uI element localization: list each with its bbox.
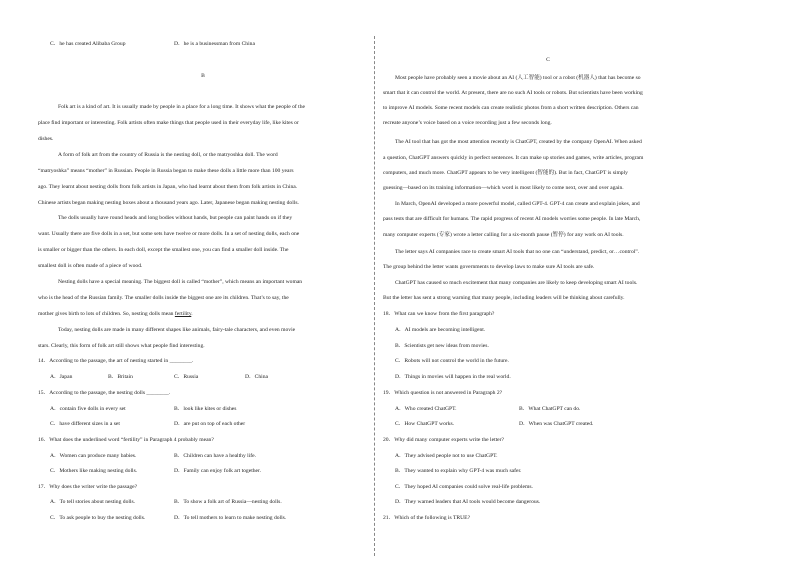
para-line: A form of folk art from the country of Russia is the nesting doll, or the matryoshka doll. The word — [58, 152, 278, 158]
question-14: 14．According to the passage, the art of nesting started in ________. — [38, 358, 194, 364]
para-line: dishes. — [38, 136, 54, 142]
para-line: Folk art is a kind of art. It is usually made by people in a place for a long time. It shows what the people of the — [58, 104, 305, 110]
q16-option[interactable]: A．Women can produce many babies. — [50, 453, 137, 459]
q18-option[interactable]: D．Things in movies will happen in the real world. — [395, 374, 511, 380]
para-line: Chinese artists began making nesting boxes about a thousand years ago. Later, Japanese began making nesting dolls. — [38, 200, 299, 206]
q16-option[interactable]: D．Family can enjoy folk art together. — [174, 468, 261, 474]
q20-option[interactable]: A．They advised people not to use ChatGPT. — [395, 453, 498, 459]
para-line: many computer experts (专家) wrote a letter calling for a six-month pause (暂停) for any work on AI tools. — [383, 232, 624, 238]
section-b-title: B — [201, 73, 205, 79]
question-16: 16．What does the underlined word “fertility” in Paragraph 4 probably mean? — [38, 437, 214, 443]
para-line: is smaller or bigger than the others. In each doll, except the smallest one, you can find a smaller doll inside. The — [38, 247, 289, 253]
para-line: smart that it can control the world. At present, there are no such AI tools or robots. But scientists have been working — [383, 90, 643, 96]
para-line: The dolls usually have round heads and long bodies without hands, but people can paint hands on if they — [58, 215, 293, 221]
q19-option[interactable]: B．What ChatGPT can do. — [519, 406, 581, 412]
para-line: But the letter has sent a strong warning that many people, including leaders will be thinking about carefully. — [383, 295, 625, 301]
question-19: 19．Which question is not answered in Paragraph 2? — [383, 390, 503, 396]
question-15: 15．According to the passage, the nesting dolls ________. — [38, 390, 171, 396]
q15-option[interactable]: D．are put on top of each other — [174, 421, 246, 427]
question-21: 21．Which of the following is TRUE? — [383, 515, 471, 521]
q17-option[interactable]: B．To show a folk art of Russia—nesting dolls. — [174, 499, 282, 505]
question-18: 18．What can we know from the first paragraph? — [383, 311, 495, 317]
para-line: stars. Clearly, this form of folk art still shows what people find interesting. — [38, 343, 205, 349]
q20-option[interactable]: D．They warned leaders that AI tools would become dangerous. — [395, 499, 541, 505]
q17-option[interactable]: A．To tell stories about nesting dolls. — [50, 499, 136, 505]
para-line: computers, and much more. ChatGPT appears to be very intelligent (智能的). But in fact, ChatGPT is simply — [383, 170, 628, 176]
para-line: In March, OpenAI developed a more powerful model, called GPT-4. GPT-4 can create and explain jokes, and — [395, 201, 640, 207]
para-line: place find important or interesting. Folk artists often make things that people used in their everyday life, like kites or — [38, 120, 299, 126]
para-line: who is the head of the Russian family. The smaller dolls inside the biggest one are its children. That’s to say, the — [38, 295, 289, 301]
para-line: recreate anyone’s voice based on a voice recording just a few seconds long. — [383, 120, 552, 126]
fertility-underlined-word: fertility — [174, 311, 192, 317]
q19-option[interactable]: A．Who created ChatGPT. — [395, 406, 457, 412]
q19-option[interactable]: C．How ChatGPT works. — [395, 421, 455, 427]
para-line: a question, ChatGPT answers quickly in perfect sentences. It can make up stories and games, write articles, program — [383, 155, 644, 161]
question-20: 20．Why did many computer experts write the letter? — [383, 437, 505, 443]
q14-option[interactable]: C．Russia — [174, 374, 199, 380]
prev-option-d: D．he is a businessman from China — [174, 41, 255, 47]
para-line: guessing—based on its training information—which word is most likely to come next, over and over again. — [383, 185, 624, 191]
q20-option[interactable]: C．They hoped AI companies could solve real-life problems. — [395, 484, 533, 490]
q15-option[interactable]: C．have different sizes in a set — [50, 421, 120, 427]
q18-option[interactable]: B．Scientists get new ideas from movies. — [395, 343, 489, 349]
para-line: to improve AI models. Some recent models can create realistic photos from a short written description. Others can — [383, 105, 639, 111]
q18-option[interactable]: C．Robots will not control the world in the future. — [395, 358, 509, 364]
q19-option[interactable]: D．When was ChatGPT created. — [519, 421, 594, 427]
para-line: smallest doll is often made of a piece of wood. — [38, 263, 143, 269]
q16-option[interactable]: C．Mothers like making nesting dolls. — [50, 468, 138, 474]
q15-option[interactable]: B．look like kites or dishes — [174, 406, 237, 412]
para-line: The letter says AI companies race to create smart AI tools that no one can “understand, predict, or…control”. — [395, 249, 640, 255]
q16-option[interactable]: B．Children can have a healthy life. — [174, 453, 257, 459]
para-line: Today, nesting dolls are made in many different shapes like animals, fairy-tale characters, and even movie — [58, 327, 296, 333]
para-line: ago. They learnt about nesting dolls from folk artists in Japan, who had learnt about them from folk artists in China. — [38, 184, 298, 190]
question-17: 17．Why does the writer write the passage? — [38, 484, 138, 490]
para-line: want. Usually there are five dolls in a set, but some sets have twelve or more dolls. In a set of nesting dolls, each one — [38, 231, 300, 237]
q20-option[interactable]: B．They wanted to explain why GPT-4 was much safer. — [395, 468, 522, 474]
q14-option[interactable]: B．Britain — [108, 374, 133, 380]
para-line: Most people have probably seen a movie about an AI (人工智能) tool or a robot (机器人) that has become so — [395, 75, 641, 81]
q14-option[interactable]: A．Japan — [50, 374, 73, 380]
para-line: Nesting dolls have a special meaning. The biggest doll is called “mother”, which means an important woman — [58, 279, 303, 285]
para-line: “matryoshka” means “mother” in Russian. People in Russia began to make these dolls a little more than 100 years — [38, 168, 294, 174]
prev-option-c: C．he has created Alibaba Group — [50, 41, 126, 47]
column-divider — [374, 36, 375, 556]
para-line-fertility: mother gives birth to lots of children. So, nesting dolls mean fertility. — [38, 311, 193, 317]
q17-option[interactable]: C．To ask people to buy the nesting dolls. — [50, 515, 146, 521]
para-line: ChatGPT has caused so much excitement that many companies are likely to keep developing smart AI tools. — [395, 280, 638, 286]
q14-option[interactable]: D．China — [245, 374, 268, 380]
para-line: The group behind the letter wants governments to develop laws to make sure AI tools are safe. — [383, 264, 595, 270]
q17-option[interactable]: D．To tell mothers to learn to make nesting dolls. — [174, 515, 287, 521]
q15-option[interactable]: A．contain five dolls in every set — [50, 406, 126, 412]
section-c-title: C — [546, 57, 550, 63]
para-line: pass tests that are difficult for humans. The rapid progress of recent AI models worries some people. In late March, — [383, 216, 641, 222]
para-line: The AI tool that has got the most attention recently is ChatGPT, created by the company OpenAI. When asked — [395, 139, 642, 145]
q18-option[interactable]: A．AI models are becoming intelligent. — [395, 327, 486, 333]
